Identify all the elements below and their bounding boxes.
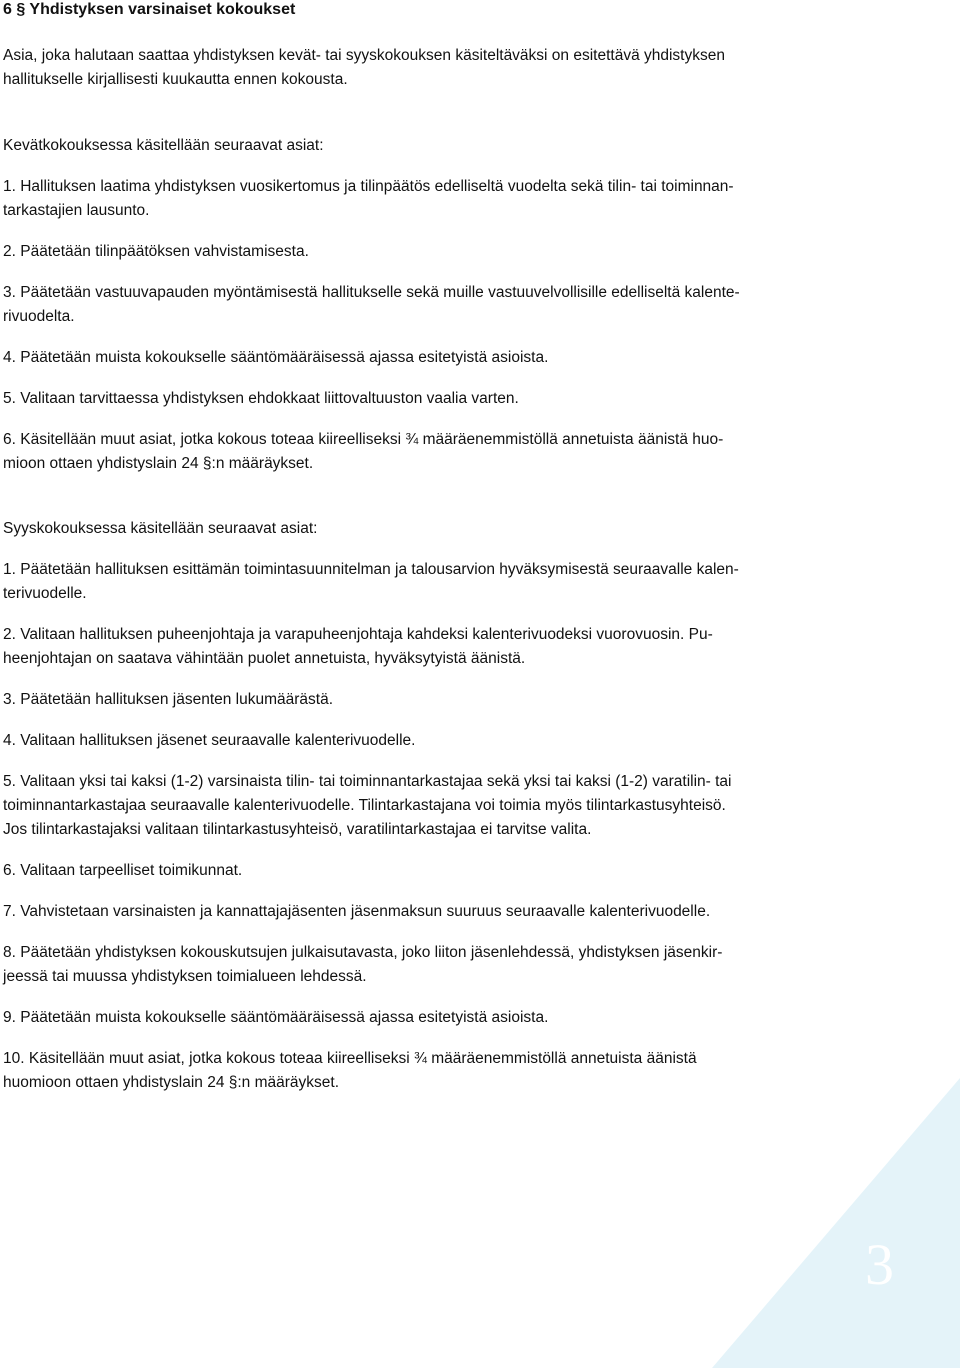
list-item xyxy=(3,770,955,842)
autumn-item-list xyxy=(3,558,955,1095)
spring-meeting-title: Kevätkokouksessa käsitellään seuraavat asiat: xyxy=(3,137,324,154)
list-item xyxy=(3,428,955,476)
list-item-line: mioon ottaen yhdistyslain 24 §:n määräykset. xyxy=(3,455,314,472)
section-heading: 6 § Yhdistyksen varsinaiset kokoukset xyxy=(3,1,296,18)
document-page xyxy=(3,0,955,1095)
list-item-line: 1. Hallituksen laatima yhdistyksen vuosikertomus ja tilinpäätös edelliseltä vuodelta sekä tilin- tai toiminnan- xyxy=(3,178,734,195)
list-item-line: toiminnantarkastajaa seuraavalle kalenterivuodelle. Tilintarkastajana voi toimia myös tilintarkastusyhteisö. xyxy=(3,797,726,814)
list-item xyxy=(3,387,955,411)
autumn-meeting-title: Syyskokouksessa käsitellään seuraavat asiat: xyxy=(3,520,318,537)
list-item-line: 4. Päätetään muista kokoukselle sääntömääräisessä ajassa esitetyistä asioista. xyxy=(3,349,549,366)
list-item-line: 4. Valitaan hallituksen jäsenet seuraavalle kalenterivuodelle. xyxy=(3,732,416,749)
list-item xyxy=(3,729,955,753)
list-item-line: 6. Käsitellään muut asiat, jotka kokous toteaa kiireelliseksi ¾ määräenemmistöllä annetuista äänistä huo- xyxy=(3,431,724,448)
list-item xyxy=(3,240,955,264)
list-item-line: rivuodelta. xyxy=(3,308,75,325)
list-item-line: 2. Päätetään tilinpäätöksen vahvistamisesta. xyxy=(3,243,309,260)
list-item xyxy=(3,900,955,924)
list-item xyxy=(3,941,955,989)
list-item-line: 5. Valitaan yksi tai kaksi (1-2) varsinaista tilin- tai toiminnantarkastajaa sekä yksi tai kaksi (1-2) varatilin- tai xyxy=(3,773,732,790)
list-item-line: 2. Valitaan hallituksen puheenjohtaja ja varapuheenjohtaja kahdeksi kalenterivuodeksi vuorovuosin. Pu- xyxy=(3,626,713,643)
list-item-line: Jos tilintarkastajaksi valitaan tilintarkastusyhteisö, varatilintarkastajaa ei tarvitse valita. xyxy=(3,821,592,838)
list-item-line: 10. Käsitellään muut asiat, jotka kokous toteaa kiireelliseksi ¾ määräenemmistöllä annetuista äänistä xyxy=(3,1050,697,1067)
list-item xyxy=(3,558,955,606)
list-item xyxy=(3,346,955,370)
intro-line: hallitukselle kirjallisesti kuukautta ennen kokousta. xyxy=(3,71,348,88)
list-item-line: jeessä tai muussa yhdistyksen toimialueen lehdessä. xyxy=(3,968,367,985)
list-item-line: 8. Päätetään yhdistyksen kokouskutsujen julkaisutavasta, joko liiton jäsenlehdessä, yhdistyksen jäsenkir- xyxy=(3,944,723,961)
list-item-line: huomioon ottaen yhdistyslain 24 §:n määräykset. xyxy=(3,1074,340,1091)
list-item-line: 6. Valitaan tarpeelliset toimikunnat. xyxy=(3,862,243,879)
corner-decoration xyxy=(712,1078,960,1368)
page-number: 3 xyxy=(865,1232,894,1297)
list-item-line: 3. Päätetään hallituksen jäsenten lukumäärästä. xyxy=(3,691,334,708)
list-item xyxy=(3,281,955,329)
list-item-line: heenjohtajan on saatava vähintään puolet annetuista, hyväksytyistä äänistä. xyxy=(3,650,526,667)
list-item xyxy=(3,688,955,712)
intro-paragraph xyxy=(3,44,955,92)
list-item-line: tarkastajien lausunto. xyxy=(3,202,150,219)
corner-triangle xyxy=(712,1078,960,1368)
list-item-line: 3. Päätetään vastuuvapauden myöntämisestä hallitukselle sekä muille vastuuvelvollisille edelliseltä kalente- xyxy=(3,284,740,301)
list-item xyxy=(3,859,955,883)
list-item-line: 1. Päätetään hallituksen esittämän toimintasuunnitelman ja talousarvion hyväksymisestä seuraavalle kalen- xyxy=(3,561,739,578)
list-item xyxy=(3,175,955,223)
spring-item-list xyxy=(3,175,955,476)
list-item xyxy=(3,623,955,671)
list-item-line: 7. Vahvistetaan varsinaisten ja kannattajajäsenten jäsenmaksun suuruus seuraavalle kalenterivuodelle. xyxy=(3,903,711,920)
intro-line: Asia, joka halutaan saattaa yhdistyksen kevät- tai syyskokouksen käsiteltäväksi on esitettävä yhdistyksen xyxy=(3,47,725,64)
list-item-line: terivuodelle. xyxy=(3,585,87,602)
list-item xyxy=(3,1006,955,1030)
list-item-line: 5. Valitaan tarvittaessa yhdistyksen ehdokkaat liittovaltuuston vaalia varten. xyxy=(3,390,519,407)
list-item-line: 9. Päätetään muista kokoukselle sääntömääräisessä ajassa esitetyistä asioista. xyxy=(3,1009,549,1026)
